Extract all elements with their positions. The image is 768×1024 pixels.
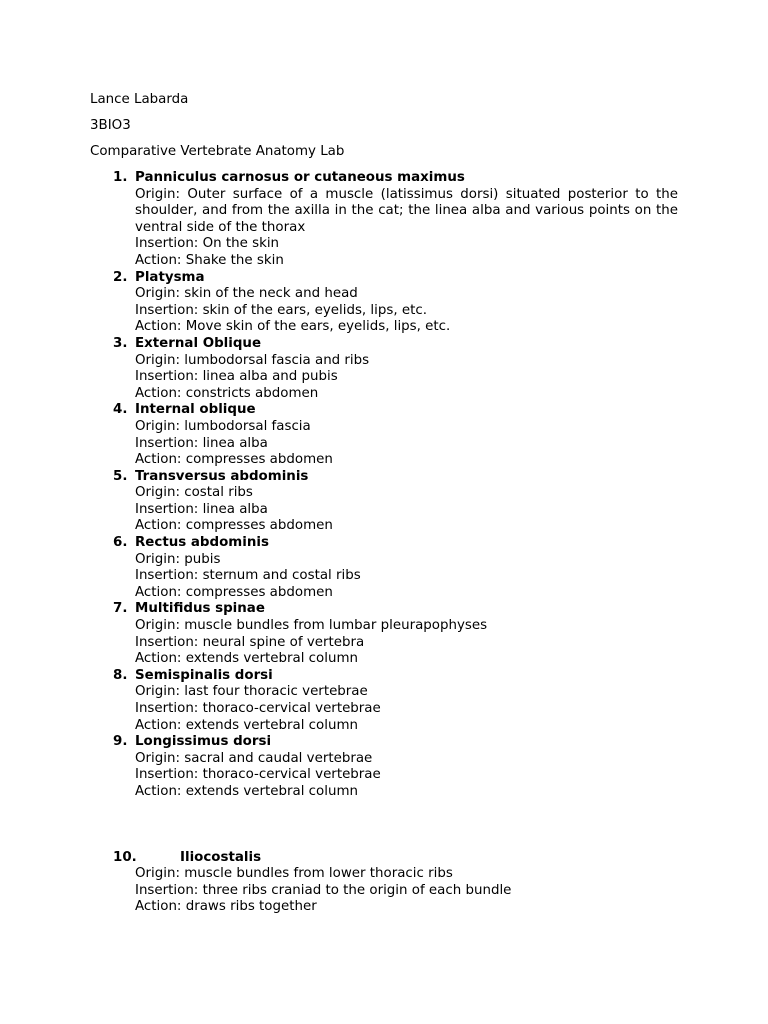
muscle-list (0, 170, 768, 916)
muscle-insertion: Insertion: linea alba (135, 501, 268, 517)
author-name: Lance Labarda (90, 92, 189, 107)
muscle-origin: Origin: skin of the neck and head (135, 286, 358, 302)
muscle-name: Internal oblique (135, 402, 256, 418)
muscle-action: Action: extends vertebral column (135, 783, 358, 799)
muscle-origin: Origin: costal ribs (135, 485, 253, 501)
muscle-name: Longissimus dorsi (135, 734, 272, 750)
muscle-action: Action: Move skin of the ears, eyelids, lips, etc. (135, 319, 451, 335)
muscle-name: Rectus abdominis (135, 535, 269, 551)
muscle-insertion: Insertion: linea alba (135, 435, 268, 451)
item-number: 9. (113, 734, 128, 750)
muscle-insertion: Insertion: neural spine of vertebra (135, 634, 365, 650)
muscle-item (0, 850, 768, 916)
muscle-item (0, 469, 768, 535)
muscle-action: Action: Shake the skin (135, 252, 284, 268)
muscle-name: Platysma (135, 269, 205, 285)
muscle-item (0, 170, 768, 270)
muscle-name: External Oblique (135, 335, 262, 351)
item-number: 7. (113, 601, 128, 617)
muscle-origin: Origin: lumbodorsal fascia (135, 418, 311, 434)
muscle-origin: Origin: Outer surface of a muscle (latissimus dorsi) situated posterior to the shoulder, and from the axilla in the cat; the linea alba and various points on the ventral side of the thorax (135, 186, 678, 235)
muscle-item (0, 535, 768, 601)
muscle-origin: Origin: last four thoracic vertebrae (135, 684, 368, 700)
muscle-origin: Origin: muscle bundles from lower thoracic ribs (135, 866, 453, 882)
muscle-action: Action: extends vertebral column (135, 717, 358, 733)
muscle-item (0, 270, 768, 336)
muscle-item (0, 402, 768, 468)
item-number: 2. (113, 269, 128, 285)
muscle-insertion: Insertion: three ribs craniad to the origin of each bundle (135, 882, 512, 898)
item-number: 5. (113, 468, 128, 484)
muscle-name: Multifidus spinae (135, 601, 265, 617)
muscle-item (0, 734, 768, 800)
muscle-origin: Origin: pubis (135, 551, 221, 567)
muscle-action: Action: constricts abdomen (135, 385, 319, 401)
muscle-item (0, 668, 768, 734)
muscle-name: Transversus abdominis (135, 468, 309, 484)
item-number: 4. (113, 402, 128, 418)
muscle-action: Action: compresses abdomen (135, 584, 333, 600)
muscle-insertion: Insertion: On the skin (135, 236, 280, 252)
muscle-insertion: Insertion: sternum and costal ribs (135, 568, 361, 584)
muscle-origin: Origin: muscle bundles from lumbar pleurapophyses (135, 618, 488, 634)
item-number: 1. (113, 170, 128, 185)
document-title: Comparative Vertebrate Anatomy Lab (90, 144, 345, 159)
muscle-item (0, 601, 768, 667)
item-number: 3. (113, 335, 128, 351)
muscle-origin: Origin: lumbodorsal fascia and ribs (135, 352, 370, 368)
muscle-name: Semispinalis dorsi (135, 667, 273, 683)
muscle-name: Panniculus carnosus or cutaneous maximus (135, 170, 465, 185)
course-code: 3BIO3 (90, 118, 131, 133)
muscle-insertion: Insertion: thoraco-cervical vertebrae (135, 767, 381, 783)
muscle-action: Action: draws ribs together (135, 899, 317, 915)
muscle-insertion: Insertion: thoraco-cervical vertebrae (135, 701, 381, 716)
item-number: 10. (113, 849, 137, 865)
muscle-action: Action: compresses abdomen (135, 452, 333, 468)
muscle-insertion: Insertion: skin of the ears, eyelids, lips, etc. (135, 302, 427, 318)
muscle-item (0, 336, 768, 402)
muscle-action: Action: compresses abdomen (135, 518, 333, 534)
muscle-name: Iliocostalis (180, 849, 262, 865)
muscle-action: Action: extends vertebral column (135, 651, 358, 667)
item-number: 6. (113, 535, 128, 551)
item-number: 8. (113, 667, 128, 683)
muscle-origin: Origin: sacral and caudal vertebrae (135, 750, 373, 766)
muscle-insertion: Insertion: linea alba and pubis (135, 369, 338, 385)
